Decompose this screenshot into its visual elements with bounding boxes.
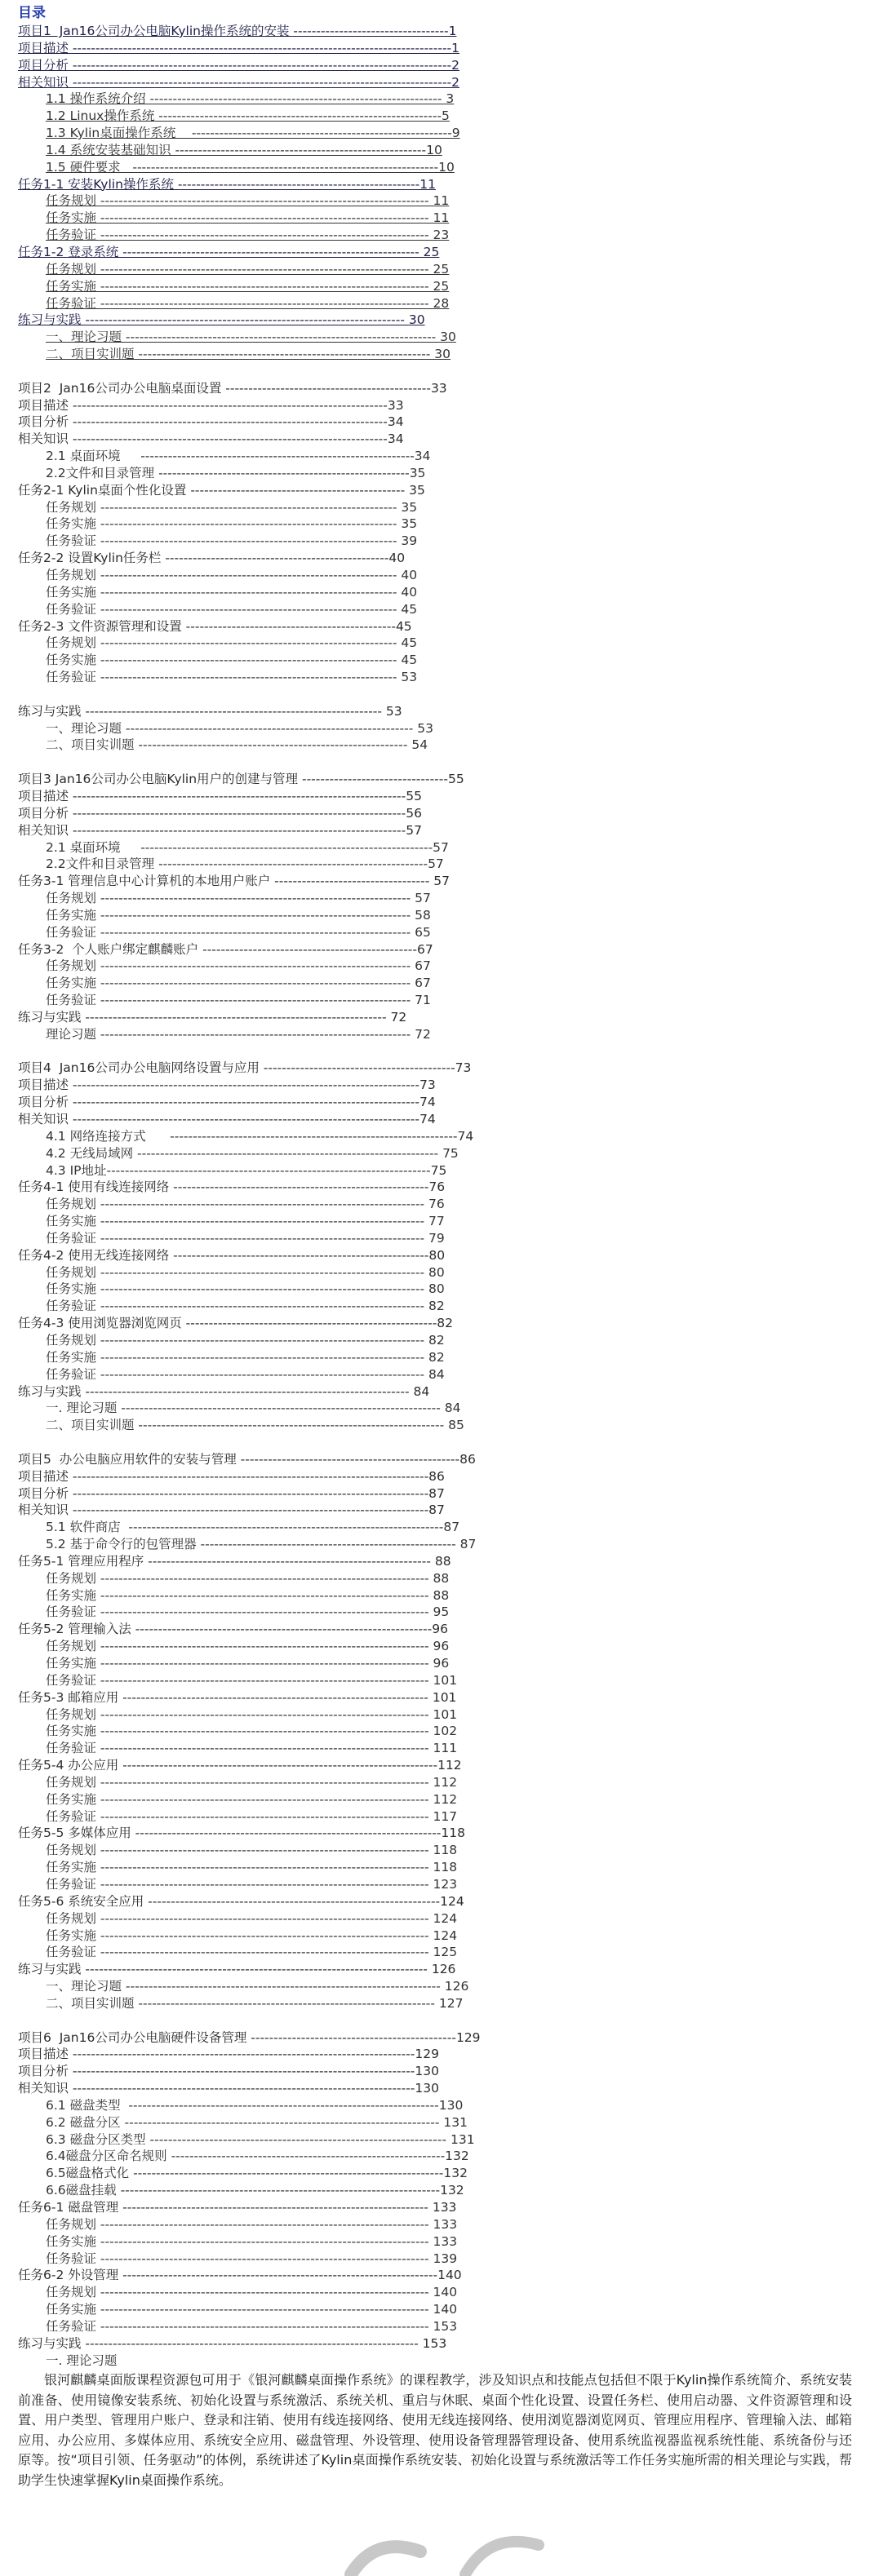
- toc-entry[interactable]: 项目1 Jan16公司办公电脑Kylin操作系统的安装 ----------------------------------1: [18, 24, 457, 38]
- toc-subentry[interactable]: 1.2 Linux操作系统 --------------------------------------------------------------5: [46, 108, 450, 124]
- toc-subentry[interactable]: 一、理论习题 -------------------------------------------------------------------- 30: [46, 330, 456, 345]
- toc-subentry: 任务验证 ----------------------------------------------------------------- 45: [46, 601, 418, 617]
- toc-subentry: 一. 理论习题: [46, 2352, 118, 2368]
- toc-subentry[interactable]: 任务实施 ------------------------------------------------------------------------ 25: [46, 278, 450, 294]
- toc-subentry: 任务规划 ----------------------------------------------------------------- 45: [46, 635, 418, 651]
- toc-subentry: 二、项目实训题 ------------------------------------------------------------------- 85: [46, 1418, 464, 1433]
- toc-subentry: 一. 理论习题 ---------------------------------------------------------------------- 84: [46, 1401, 461, 1416]
- toc-subentry: 任务验证 ------------------------------------------------------------------------ 125: [46, 1945, 458, 1960]
- toc-entry: 相关知识 ----------------------------------------------------------------------------74: [18, 1112, 436, 1126]
- table-of-contents: [18, 23, 859, 2369]
- toc-subentry: 任务规划 ------------------------------------------------------------------------ 124: [46, 1910, 458, 1926]
- toc-entry: 项目5 办公电脑应用软件的安装与管理 ------------------------------------------------86: [18, 1451, 476, 1467]
- toc-entry: 相关知识 ---------------------------------------------------------------------34: [18, 432, 404, 447]
- toc-subentry: 任务验证 ----------------------------------------------------------------------- 84: [46, 1366, 445, 1382]
- toc-subentry: 理论习题 -------------------------------------------------------------------- 72: [46, 1026, 431, 1042]
- toc-subentry[interactable]: 任务实施 ------------------------------------------------------------------------ 11: [46, 210, 450, 226]
- toc-subentry: 二、项目实训题 ----------------------------------------------------------- 54: [46, 737, 428, 753]
- toc-entry: 任务2-2 设置Kylin任务栏 -------------------------------------------------40: [18, 551, 406, 566]
- toc-subentry: 任务验证 ----------------------------------------------------------------- 39: [46, 533, 418, 549]
- toc-subentry: 任务实施 ------------------------------------------------------------------------ 140: [46, 2302, 458, 2317]
- toc-subentry: 任务实施 ----------------------------------------------------------------------- 82: [46, 1349, 445, 1365]
- toc-subentry: 任务实施 ------------------------------------------------------------------------ 112: [46, 1791, 458, 1807]
- toc-subentry: 任务验证 ------------------------------------------------------------------------ 111: [46, 1741, 458, 1756]
- chapter-spacer: [18, 754, 859, 771]
- toc-entry: 相关知识 -------------------------------------------------------------------------57: [18, 822, 422, 838]
- toc-subentry: 任务实施 ----------------------------------------------------------------- 35: [46, 516, 418, 532]
- toc-entry: 任务6-1 磁盘管理 ------------------------------------------------------------------- 133: [18, 2200, 457, 2215]
- toc-entry: 任务5-4 办公应用 ---------------------------------------------------------------------112: [18, 1758, 462, 1773]
- chapter-spacer: [18, 2012, 859, 2029]
- chapter-spacer: [18, 1043, 859, 1060]
- toc-subentry[interactable]: 任务验证 ------------------------------------------------------------------------ 28: [46, 295, 450, 311]
- toc-subentry: 2.1 桌面环境 ----------------------------------------------------------------57: [46, 839, 449, 855]
- toc-subentry[interactable]: 1.4 系统安装基础知识 -------------------------------------------------------10: [46, 142, 442, 157]
- toc-subentry: 任务验证 ----------------------------------------------------------------------- 79: [46, 1230, 445, 1246]
- toc-subentry: 2.2文件和目录管理 -------------------------------------------------------35: [46, 465, 426, 480]
- toc-subentry: 6.1 磁盘类型 --------------------------------------------------------------------130: [46, 2097, 464, 2113]
- toc-subentry: 4.3 IP地址-----------------------------------------------------------------------75: [46, 1162, 447, 1178]
- toc-entry: 练习与实践 ------------------------------------------------------------------------- 153: [18, 2335, 447, 2351]
- toc-entry: 项目分析 ---------------------------------------------------------------------34: [18, 414, 404, 430]
- toc-subentry: 6.4磁盘分区命名规则 ------------------------------------------------------------132: [46, 2149, 469, 2164]
- toc-subentry: 任务验证 ----------------------------------------------------------------- 53: [46, 670, 418, 685]
- toc-entry: 项目描述 ---------------------------------------------------------------------33: [18, 397, 404, 413]
- intro-paragraph: 银河麒麟桌面版课程资源包可用于《银河麒麟桌面操作系统》的课程教学，涉及知识点和技能点包括但不限于Kylin操作系统简介、系统安装前准备、使用镜像安装系统、初始化设置与系统激活、系统关机、重启与休眠、桌面个性化设置、设置任务栏、使用启动器、文件资源管理和设置、用户类型、管理用户账户、登录和注销、使用有线连接网络、使用无线连接网络、使用浏览器浏览网页、管理应用程序、管理输入法、邮箱应用、办公应用、多媒体应用、系统安全应用、磁盘管理、外设管理、使用设备管理器管理设备、使用系统监视器监视系统性能、系统备份与还原等。按“项目引领、任务驱动”的体例，系统讲述了Kylin桌面操作系统安装、初始化设置与系统激活等工作任务实施所需的相关理论与实践，帮助学生快速掌握Kylin桌面操作系统。: [18, 2372, 852, 2488]
- toc-entry: 任务4-2 使用无线连接网络 --------------------------------------------------------80: [18, 1247, 446, 1263]
- toc-subentry: 任务实施 ----------------------------------------------------------------- 40: [46, 584, 418, 600]
- toc-subentry: 6.3 磁盘分区类型 ----------------------------------------------------------------- 131: [46, 2131, 475, 2147]
- toc-entry: 项目2 Jan16公司办公电脑桌面设置 ---------------------------------------------33: [18, 380, 447, 396]
- toc-entry: 项目描述 ------------------------------------------------------------------------------86: [18, 1468, 445, 1484]
- toc-subentry: 任务规划 ------------------------------------------------------------------------ 112: [46, 1774, 458, 1790]
- toc-entry: 项目描述 ---------------------------------------------------------------------------129: [18, 2047, 439, 2062]
- toc-subentry: 任务实施 ------------------------------------------------------------------------ 96: [46, 1656, 450, 1671]
- toc-subentry: 任务验证 ------------------------------------------------------------------------ 153: [46, 2318, 458, 2334]
- document-body: [18, 3, 859, 2490]
- toc-subentry: 任务验证 ----------------------------------------------------------------------- 82: [46, 1299, 445, 1314]
- toc-entry: 项目分析 -------------------------------------------------------------------------56: [18, 805, 422, 821]
- toc-entry: 任务5-6 系统安全应用 ----------------------------------------------------------------124: [18, 1893, 464, 1909]
- toc-chapter-1: [18, 23, 859, 363]
- toc-chapter-3: [18, 771, 859, 1043]
- toc-subentry: 6.5磁盘格式化 --------------------------------------------------------------------132: [46, 2166, 468, 2181]
- toc-subentry: 任务规划 ----------------------------------------------------------------------- 76: [46, 1197, 445, 1212]
- toc-subentry: 2.1 桌面环境 ------------------------------------------------------------34: [46, 449, 431, 464]
- toc-subentry: 5.2 基于命令行的包管理器 -------------------------------------------------------- 87: [46, 1537, 477, 1552]
- toc-subentry: 任务规划 ------------------------------------------------------------------------ 101: [46, 1706, 458, 1722]
- toc-subentry: 任务实施 ------------------------------------------------------------------------ 133: [46, 2233, 458, 2249]
- toc-entry: 练习与实践 --------------------------------------------------------------------------- 126: [18, 1962, 456, 1977]
- toc-subentry[interactable]: 任务规划 ------------------------------------------------------------------------ 25: [46, 261, 450, 277]
- toc-chapter-5: [18, 1451, 859, 2012]
- toc-subentry: 任务验证 -------------------------------------------------------------------- 71: [46, 993, 431, 1008]
- toc-entry[interactable]: 项目分析 -----------------------------------------------------------------------------------2: [18, 57, 460, 73]
- toc-subentry: 任务实施 ----------------------------------------------------------------------- 80: [46, 1281, 445, 1297]
- toc-subentry: 任务验证 ------------------------------------------------------------------------ 139: [46, 2251, 458, 2266]
- blank-line: [18, 686, 859, 703]
- toc-entry: 任务5-1 管理应用程序 -------------------------------------------------------------- 88: [18, 1553, 451, 1569]
- toc-entry: 任务6-2 外设管理 ---------------------------------------------------------------------140: [18, 2268, 462, 2283]
- toc-subentry: 任务实施 ------------------------------------------------------------------------ 102: [46, 1724, 458, 1739]
- toc-entry: 任务4-3 使用浏览器浏览网页 -------------------------------------------------------82: [18, 1316, 454, 1331]
- toc-entry: 任务2-3 文件资源管理和设置 ----------------------------------------------45: [18, 618, 412, 634]
- toc-entry: 任务5-3 邮箱应用 ------------------------------------------------------------------- 101: [18, 1689, 457, 1705]
- toc-chapter-6: [18, 2029, 859, 2370]
- toc-subentry: 任务规划 ----------------------------------------------------------------- 35: [46, 499, 418, 515]
- chapter-spacer: [18, 1434, 859, 1451]
- toc-entry: 任务4-1 使用有线连接网络 --------------------------------------------------------76: [18, 1180, 446, 1195]
- toc-subentry: 任务规划 ----------------------------------------------------------------------- 80: [46, 1264, 445, 1280]
- toc-entry: 项目分析 ----------------------------------------------------------------------------74: [18, 1095, 436, 1110]
- toc-subentry: 二、项目实训题 ----------------------------------------------------------------- 127: [46, 1995, 464, 2011]
- toc-subentry: 任务实施 ------------------------------------------------------------------------ 118: [46, 1860, 458, 1875]
- toc-subentry: 任务规划 ------------------------------------------------------------------------ 133: [46, 2216, 458, 2232]
- toc-subentry: 任务实施 -------------------------------------------------------------------- 67: [46, 976, 431, 991]
- toc-subentry: 任务实施 ------------------------------------------------------------------------ 88: [46, 1587, 450, 1603]
- toc-entry: 任务2-1 Kylin桌面个性化设置 ----------------------------------------------- 35: [18, 482, 425, 498]
- toc-entry: 项目6 Jan16公司办公电脑硬件设备管理 ---------------------------------------------129: [18, 2029, 481, 2045]
- toc-subentry: 任务规划 ------------------------------------------------------------------------ 88: [46, 1570, 450, 1586]
- toc-subentry: 2.2文件和目录管理 -----------------------------------------------------------57: [46, 856, 444, 872]
- toc-subentry: 任务规划 -------------------------------------------------------------------- 57: [46, 891, 431, 906]
- toc-entry: 练习与实践 ----------------------------------------------------------------------- 84: [18, 1383, 430, 1399]
- toc-entry: 任务5-2 管理输入法 -----------------------------------------------------------------96: [18, 1622, 448, 1637]
- toc-subentry: 任务实施 ------------------------------------------------------------------------ 124: [46, 1928, 458, 1943]
- toc-subentry[interactable]: 任务验证 ------------------------------------------------------------------------ 23: [46, 228, 450, 243]
- toc-subentry: 一、理论习题 --------------------------------------------------------------- 53: [46, 720, 433, 736]
- toc-subentry: 任务规划 ------------------------------------------------------------------------ 118: [46, 1843, 458, 1858]
- toc-subentry: 任务验证 -------------------------------------------------------------------- 65: [46, 924, 431, 940]
- toc-subentry: 4.2 无线局域网 ------------------------------------------------------------------ 75: [46, 1145, 459, 1161]
- toc-subentry: 任务规划 ----------------------------------------------------------------- 40: [46, 568, 418, 582]
- toc-entry: 任务3-2 个人账户绑定麒麟账户 -----------------------------------------------67: [18, 941, 433, 957]
- toc-entry: 任务3-1 管理信息中心计算机的本地用户账户 ---------------------------------- 57: [18, 874, 450, 889]
- toc-entry: 练习与实践 ----------------------------------------------------------------- 53: [18, 703, 402, 719]
- toc-title: 目录: [18, 5, 46, 21]
- toc-entry[interactable]: 项目描述 -----------------------------------------------------------------------------------1: [18, 40, 460, 55]
- toc-entry[interactable]: 任务1-2 登录系统 ----------------------------------------------------------------- 25: [18, 244, 440, 259]
- toc-subentry: 任务实施 -------------------------------------------------------------------- 58: [46, 907, 431, 923]
- toc-subentry: 任务验证 ------------------------------------------------------------------------ 101: [46, 1672, 458, 1688]
- toc-subentry[interactable]: 任务规划 ------------------------------------------------------------------------ 11: [46, 193, 450, 209]
- toc-entry: 项目描述 -------------------------------------------------------------------------55: [18, 788, 422, 803]
- toc-entry: 练习与实践 ------------------------------------------------------------------ 72: [18, 1009, 407, 1025]
- toc-subentry: 任务验证 ------------------------------------------------------------------------ 123: [46, 1876, 458, 1892]
- toc-subentry: 5.1 软件商店 ---------------------------------------------------------------------87: [46, 1520, 460, 1535]
- toc-entry: 任务5-5 多媒体应用 -------------------------------------------------------------------118: [18, 1826, 465, 1841]
- toc-subentry[interactable]: 二、项目实训题 ---------------------------------------------------------------- 30: [46, 347, 451, 362]
- toc-subentry: 6.6磁盘挂载 ----------------------------------------------------------------------132: [46, 2183, 464, 2198]
- toc-entry: 项目3 Jan16公司办公电脑Kylin用户的创建与管理 --------------------------------55: [18, 772, 464, 787]
- toc-entry: 项目4 Jan16公司办公电脑网络设置与应用 ------------------------------------------73: [18, 1060, 472, 1076]
- toc-entry: 项目描述 ----------------------------------------------------------------------------73: [18, 1078, 436, 1093]
- toc-chapter-2: [18, 380, 859, 755]
- toc-subentry: 任务规划 ------------------------------------------------------------------------ 96: [46, 1639, 450, 1654]
- toc-subentry: 4.1 网络连接方式 ---------------------------------------------------------------74: [46, 1128, 474, 1144]
- toc-entry[interactable]: 练习与实践 ---------------------------------------------------------------------- 30: [18, 312, 425, 328]
- toc-entry: 相关知识 ------------------------------------------------------------------------------87: [18, 1503, 445, 1518]
- toc-subentry: 一、理论习题 --------------------------------------------------------------------- 126: [46, 1979, 469, 1994]
- toc-subentry: 任务规划 ------------------------------------------------------------------------ 140: [46, 2285, 458, 2300]
- toc-entry: 项目分析 ---------------------------------------------------------------------------130: [18, 2064, 439, 2079]
- toc-entry: 相关知识 ---------------------------------------------------------------------------130: [18, 2081, 439, 2096]
- toc-subentry: 任务规划 -------------------------------------------------------------------- 67: [46, 958, 431, 974]
- toc-entry: 项目分析 ------------------------------------------------------------------------------87: [18, 1485, 445, 1501]
- toc-subentry: 任务验证 ------------------------------------------------------------------------ 95: [46, 1604, 450, 1620]
- toc-subentry: 任务实施 ----------------------------------------------------------------------- 77: [46, 1214, 445, 1229]
- toc-subentry[interactable]: 1.3 Kylin桌面操作系统 ---------------------------------------------------------9: [46, 126, 460, 141]
- toc-subentry: 任务规划 ----------------------------------------------------------------------- 82: [46, 1332, 445, 1348]
- toc-subentry: 6.2 磁盘分区 --------------------------------------------------------------------- 131: [46, 2114, 468, 2130]
- toc-entry[interactable]: 相关知识 -----------------------------------------------------------------------------------2: [18, 74, 460, 90]
- toc-chapter-4: [18, 1060, 859, 1434]
- toc-entry[interactable]: 任务1-1 安装Kylin操作系统 -----------------------------------------------------11: [18, 176, 436, 192]
- watermark-arc-graphic: [343, 2527, 588, 2576]
- toc-subentry[interactable]: 1.5 硬件要求 -------------------------------------------------------------------10: [46, 159, 455, 175]
- toc-subentry: 任务实施 ----------------------------------------------------------------- 45: [46, 653, 418, 668]
- toc-subentry: 任务验证 ------------------------------------------------------------------------ 117: [46, 1808, 458, 1824]
- toc-subentry[interactable]: 1.1 操作系统介绍 ---------------------------------------------------------------- 3: [46, 91, 455, 107]
- chapter-spacer: [18, 363, 859, 380]
